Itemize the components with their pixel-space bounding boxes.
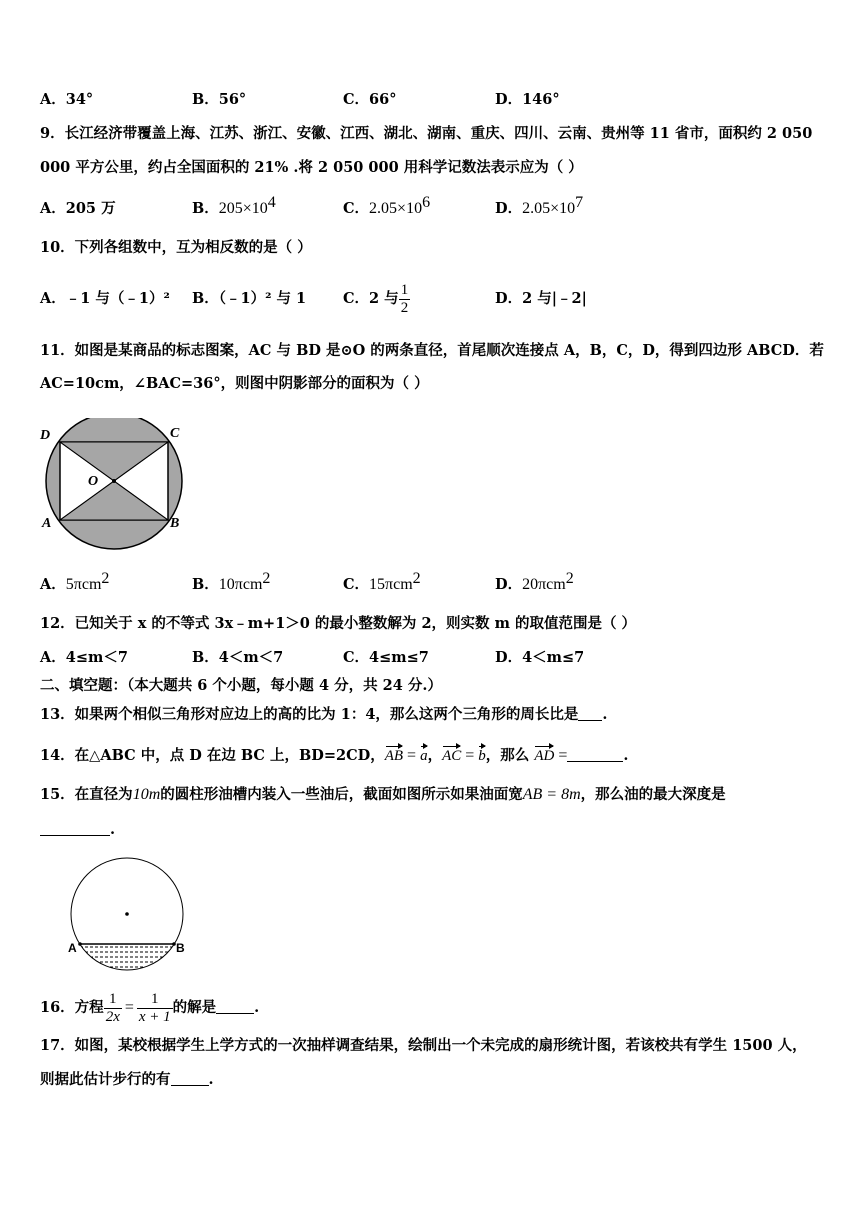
fraction — [399, 282, 411, 317]
fraction-right — [137, 991, 173, 1026]
equals: = — [403, 747, 421, 764]
option-value: 15πcm — [369, 576, 413, 593]
q17-stem-line2 — [40, 1070, 214, 1090]
equals: = — [124, 999, 134, 1016]
numerator: 1 — [400, 281, 409, 298]
exponent: 2 — [262, 570, 271, 587]
denominator: 2 — [400, 299, 409, 316]
answer-blank — [40, 821, 110, 836]
label-a: A — [42, 516, 52, 531]
q11-option-d — [495, 570, 574, 595]
option-value: 205×10 — [218, 200, 268, 217]
exponent: 4 — [267, 194, 276, 211]
question-text: 的解是 — [172, 999, 217, 1016]
option-label: C． — [343, 200, 370, 217]
denominator: 2x — [105, 1008, 120, 1025]
q9-stem-line2: 000 平方公里，约占全国面积的 21% .将 2 050 000 用科学记数法表示应为（ ） — [40, 159, 583, 176]
exponent: 2 — [101, 570, 110, 587]
label-b: B — [170, 516, 180, 531]
q10-option-c — [343, 279, 410, 319]
numerator: 1 — [104, 991, 122, 1009]
answer-blank — [578, 706, 602, 721]
q11-stem-line1: 11．如图是某商品的标志图案，AC 与 BD 是⊙O 的两条直径，首尾顺次连接点 A，B，C，D，得到四边形 ABCD．若 — [40, 342, 824, 359]
option-label: D． — [495, 200, 523, 217]
label-b: B — [176, 941, 185, 955]
question-text: 14．在△ABC 中，点 D 在边 BC 上，BD=2CD， — [40, 747, 385, 764]
exponent: 2 — [412, 570, 421, 587]
q15-stem — [40, 785, 726, 805]
q9-option-d — [495, 194, 584, 219]
q8-option-d: D．146° — [495, 91, 560, 108]
q10-option-b: B．（﹣1）² 与 1 — [192, 290, 307, 307]
q9-option-a: A．205 万 — [40, 200, 116, 217]
option-value: 10πcm — [218, 576, 263, 593]
option-label: C．2 与 — [343, 290, 399, 307]
question-text: 的圆柱形油槽内装入一些油后，截面如图所示如果油面宽 — [160, 786, 523, 803]
vector-b: b — [478, 744, 486, 766]
q10-option-a: A．﹣1 与（﹣1）² — [40, 290, 170, 307]
center-point — [112, 479, 116, 483]
q11-option-c — [343, 570, 421, 595]
q15-answer-line — [40, 820, 115, 840]
q10-option-d: D．2 与|﹣2| — [495, 290, 587, 307]
q12-option-a: A．4≤m＜7 — [40, 649, 128, 666]
answer-blank — [216, 999, 254, 1014]
fraction-left — [104, 991, 122, 1026]
question-text: 则据此估计步行的有 — [40, 1071, 171, 1088]
option-label: A． — [40, 576, 66, 593]
q9-stem-line1: 9．长江经济带覆盖上海、江苏、浙江、安徽、江西、湖北、湖南、重庆、四川、云南、贵州等 11 省市，面积约 2 050 — [40, 125, 813, 142]
q9-option-b — [192, 194, 276, 219]
question-text: ，那么 — [485, 747, 535, 764]
exponent: 2 — [565, 570, 574, 587]
equals: = — [461, 747, 479, 764]
equals: = — [554, 747, 568, 764]
q10-stem: 10．下列各组数中，互为相反数的是（ ） — [40, 239, 312, 256]
vector-ab: AB — [385, 744, 403, 766]
label-o: O — [88, 474, 99, 489]
diameter-value: 10m — [132, 786, 161, 803]
question-text: ，那么油的最大深度是 — [580, 786, 726, 803]
point-a — [78, 942, 82, 946]
q14 — [40, 744, 628, 766]
vector-a: a — [420, 744, 428, 766]
punctuation: . — [602, 706, 608, 723]
answer-blank — [171, 1071, 209, 1086]
option-label: D． — [495, 576, 523, 593]
q8-option-c: C．66° — [343, 91, 397, 108]
option-value: 2.05×10 — [522, 200, 576, 217]
section-heading-fill-in: 二、填空题：（本大题共 6 个小题，每小题 4 分，共 24 分.） — [40, 677, 442, 694]
question-text: 13．如果两个相似三角形对应边上的高的比为 1：4，那么这两个三角形的周长比是 — [40, 706, 579, 723]
label-d: D — [40, 428, 51, 443]
option-label: C． — [343, 576, 370, 593]
width-value: AB = 8m — [522, 786, 581, 803]
label-a: A — [68, 941, 77, 955]
q12-option-c: C．4≤m≤7 — [343, 649, 429, 666]
punctuation: . — [208, 1071, 214, 1088]
q9-option-c — [343, 194, 431, 219]
q11-figure-circle-rectangle — [36, 418, 196, 558]
option-value: 5πcm — [65, 576, 102, 593]
q15-figure-oil-tank — [60, 852, 200, 982]
q12-stem: 12．已知关于 x 的不等式 3x﹣m+1＞0 的最小整数解为 2，则实数 m 的取值范围是（ ） — [40, 615, 637, 632]
exponent: 7 — [575, 194, 584, 211]
q16 — [40, 988, 259, 1028]
option-value: 2.05×10 — [369, 200, 423, 217]
punctuation: . — [254, 999, 260, 1016]
option-label: B． — [192, 200, 219, 217]
vector-ac: AC — [442, 744, 461, 766]
q11-option-a — [40, 570, 110, 595]
q11-stem-line2: AC=10cm，∠BAC=36°，则图中阴影部分的面积为（ ） — [40, 375, 429, 392]
q13 — [40, 705, 607, 725]
denominator: x + 1 — [138, 1008, 171, 1025]
q12-option-b: B．4＜m＜7 — [192, 649, 284, 666]
answer-blank — [567, 747, 623, 762]
question-text: 16．方程 — [40, 999, 104, 1016]
option-label: B． — [192, 576, 219, 593]
separator: ， — [427, 747, 443, 764]
punctuation: . — [623, 747, 629, 764]
option-value: 20πcm — [522, 576, 566, 593]
exponent: 6 — [422, 194, 431, 211]
question-text: 15．在直径为 — [40, 786, 133, 803]
numerator: 1 — [137, 991, 173, 1009]
q8-option-b: B．56° — [192, 91, 247, 108]
punctuation: . — [110, 821, 116, 838]
q17-stem-line1: 17．如图，某校根据学生上学方式的一次抽样调查结果，绘制出一个未完成的扇形统计图，若该校共有学生 1500 人， — [40, 1037, 807, 1054]
q8-option-a: A．34° — [40, 91, 94, 108]
q11-option-b — [192, 570, 271, 595]
center-point — [125, 912, 129, 916]
label-c: C — [170, 426, 180, 441]
q12-option-d: D．4＜m≤7 — [495, 649, 585, 666]
vector-ad: AD — [534, 744, 554, 766]
